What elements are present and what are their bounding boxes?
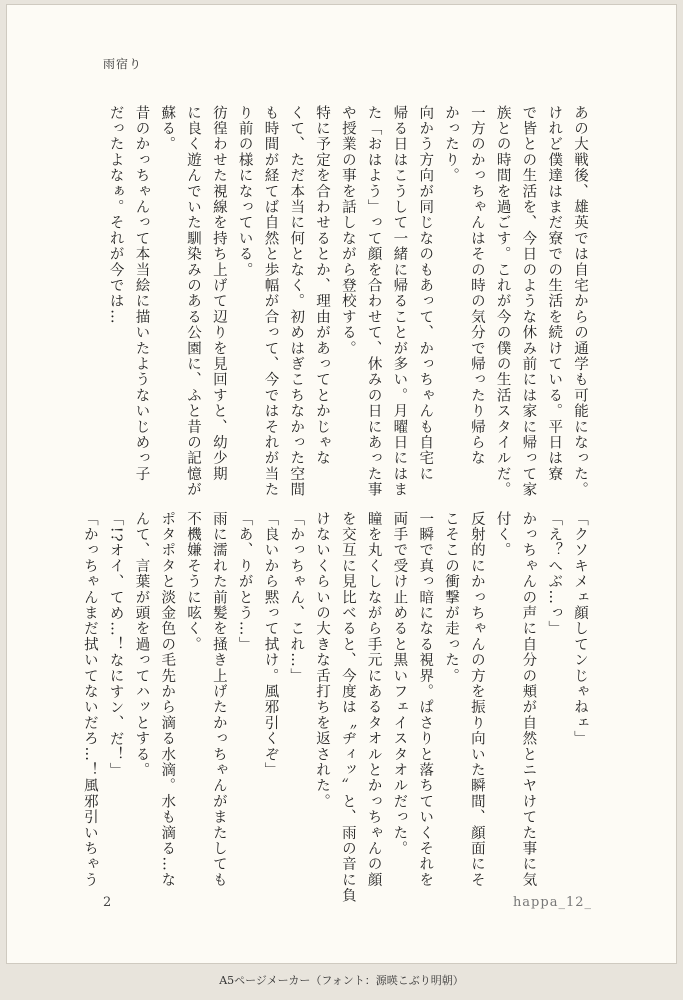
document-page	[6, 4, 677, 964]
text-line: けないくらいの大きな舌打ちを返された。	[314, 511, 331, 810]
text-line: こそこの衝撃が走った。	[443, 511, 460, 684]
app-footer-label: A5ページメーカー（フォント：源暎こぶり明朝）	[219, 974, 464, 987]
text-line: 族との時間を過ごす。これが今の僕の生活スタイルだ。	[494, 105, 511, 498]
text-line: 反射的にかっちゃんの方を振り向いた瞬間、顔面にそ	[468, 511, 485, 888]
text-line: 一方のかっちゃんはその時の気分で帰ったり帰らな	[468, 105, 485, 467]
text-line: 「クソキメェ顔してンじゃねェ」	[572, 511, 588, 747]
author-handle: happa_12_	[512, 895, 592, 910]
text-line: 雨に濡れた前髪を掻き上げたかっちゃんがまたしても	[210, 511, 227, 888]
text-line: た「おはよう」って顔を合わせて、休みの日にあった事	[365, 105, 382, 498]
text-line: だったよなぁ。それが今では…	[107, 105, 124, 325]
text-line: 両手で受け止めると黒いフェイスタオルだった。	[391, 511, 408, 857]
text-line: 一瞬で真っ暗になる視界。ぱさりと落ちていくそれを	[417, 511, 434, 888]
text-line: 蘇る。	[159, 105, 176, 153]
text-line: 不機嫌そうに呟く。	[185, 511, 202, 653]
text-line: 「かっちゃんまだ拭いてないだろ…！風邪引いちゃう	[81, 511, 98, 888]
text-line: かっちゃんの声に自分の頬が自然とニヤけてた事に気	[520, 511, 537, 888]
text-line: 付く。	[494, 511, 511, 559]
text-line: 「良いから黙って拭け。風邪引くぞ」	[262, 511, 279, 778]
text-line: 「あ、りがとう…」	[236, 511, 253, 653]
text-line: くて、ただ本当に何となく。初めはぎこちなかった空間	[288, 105, 305, 498]
text-line: り前の様になっている。	[236, 105, 253, 278]
text-line: 「え？へぶ…っ」	[546, 511, 563, 637]
text-line: 昔のかっちゃんって本当絵に描いたようないじめっ子	[133, 105, 150, 482]
page-number: 2	[103, 895, 112, 910]
text-line: や授業の事を話しながら登校する。	[339, 105, 356, 357]
text-line: を交互に見比べると、今度は〝ヂィッ〟と、雨の音に負	[339, 511, 356, 904]
text-line: ポタポタと淡金色の毛先から滴る水滴。水も滴る…な	[159, 511, 176, 888]
text-line: 帰る日はこうして一緒に帰ることが多い。月曜日にはま	[391, 105, 408, 498]
upper-text-block	[102, 105, 592, 498]
text-line: けれど僕達はまだ寮での生活を続けている。平日は寮	[546, 105, 563, 482]
story-title: 雨宿り	[103, 57, 143, 71]
text-line: 彷徨わせた視線を持ち上げて辺りを見回すと、幼少期	[210, 105, 227, 482]
text-line: も時間が経てば自然と歩幅が合って、今ではそれが当た	[262, 105, 279, 498]
text-line: で皆との生活を、今日のような休み前には家に帰って家	[520, 105, 537, 498]
text-line: 瞳を丸くしながら手元にあるタオルとかっちゃんの顔	[365, 511, 382, 888]
text-line: あの大戦後、雄英では自宅からの通学も可能になった。	[572, 105, 588, 498]
text-line: 「!?オイ、てめ…！なにすン、だ！」	[107, 511, 124, 779]
text-line: に良く遊んでいた馴染みのある公園に、ふと昔の記憶が	[185, 105, 202, 498]
text-line: 向かう方向が同じなのもあって、かっちゃんも自宅に	[417, 105, 434, 482]
text-line: 「かっちゃん、これ…」	[288, 511, 305, 684]
text-line: んて、言葉が頭を過ってハッとする。	[133, 511, 150, 778]
text-line: 特に予定を合わせるとか、理由があってとかじゃな	[314, 105, 331, 467]
text-line: かったり。	[443, 105, 460, 184]
